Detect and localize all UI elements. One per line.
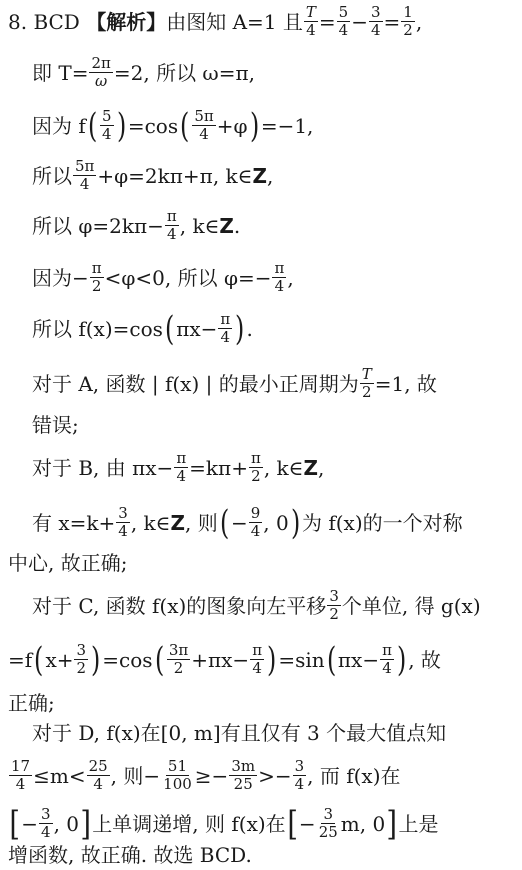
text-run: =2, 所以 ω=π, xyxy=(113,60,255,85)
solution-line-1 xyxy=(8,4,512,39)
solution-line-8 xyxy=(32,366,512,401)
paren-open: ( xyxy=(326,639,336,680)
text-run: 即 T= xyxy=(32,60,89,85)
fraction: $\frac{T}{2}$ xyxy=(361,365,372,401)
text-run: =1, 故 xyxy=(374,371,437,396)
text-run: >− xyxy=(258,763,292,788)
bracket-close: ] xyxy=(386,803,398,844)
text-run: , k∈ xyxy=(179,213,220,238)
paren-close: ) xyxy=(396,639,407,680)
integers-symbol: Z xyxy=(303,455,318,480)
text-run: 所以 φ=2kπ− xyxy=(32,213,164,238)
fraction: $\frac{3}{4}$ xyxy=(118,504,128,540)
text-run: − xyxy=(298,811,316,836)
paren-open: ( xyxy=(180,105,190,146)
text-run: , 则 xyxy=(184,510,218,535)
integers-symbol: Z xyxy=(219,213,234,238)
fraction: $\frac{3}{25}$ xyxy=(318,805,338,841)
fraction: $\frac{5}{4}$ xyxy=(338,3,349,39)
text-run: 因为− xyxy=(32,265,89,290)
text-run: 对于 C, 函数 f(x)的图象向左平移 xyxy=(32,593,327,618)
text-run: 正确; xyxy=(8,691,55,715)
text-run: , k∈ xyxy=(130,510,171,535)
solution-line-17 xyxy=(8,758,512,793)
text-run: , xyxy=(266,163,274,188)
text-run: ≤m< xyxy=(33,763,86,788)
text-run: 错误; xyxy=(32,413,79,437)
fraction: $\frac{2\pi}{\omega}$ xyxy=(91,54,111,90)
paren-open: ( xyxy=(219,502,229,543)
solution-line-6 xyxy=(32,260,512,295)
text-run: , xyxy=(317,455,325,480)
fraction: $\frac{\pi}{4}$ xyxy=(220,310,231,346)
paren-close: ) xyxy=(290,502,301,543)
text-run: =cos xyxy=(102,647,153,672)
fraction: $\frac{3\pi}{2}$ xyxy=(168,641,189,677)
fraction: $\frac{3}{4}$ xyxy=(294,757,305,793)
solution-line-12 xyxy=(8,548,512,578)
fraction: $\frac{\pi}{4}$ xyxy=(252,641,263,677)
fraction: $\frac{\pi}{2}$ xyxy=(250,449,261,485)
text-run: , 则− xyxy=(110,763,161,788)
text-run: , xyxy=(415,9,423,34)
fraction: $\frac{25}{4}$ xyxy=(88,757,108,793)
integers-symbol: Z xyxy=(252,163,267,188)
text-run: . xyxy=(233,213,241,238)
fraction: $\frac{\pi}{4}$ xyxy=(382,641,392,677)
text-run: <φ<0, 所以 φ=− xyxy=(104,265,272,290)
fraction: $\frac{3}{2}$ xyxy=(76,641,87,677)
paren-open: ( xyxy=(164,308,175,349)
solution-line-9 xyxy=(32,410,512,440)
paren-open: ( xyxy=(154,639,164,680)
text-run: 对于 D, f(x)在[0, m]有且仅有 3 个最大值点知 xyxy=(32,721,447,745)
solution-line-5 xyxy=(32,208,512,243)
fraction: $\frac{3}{4}$ xyxy=(370,3,381,39)
paren-close: ) xyxy=(91,639,101,680)
text-run: = xyxy=(383,9,401,34)
fraction: $\frac{5}{4}$ xyxy=(102,107,112,143)
text-run: 增函数, 故正确. 故选 BCD. xyxy=(8,843,252,867)
solution-line-11 xyxy=(32,502,512,543)
solution-line-15 xyxy=(8,688,512,718)
text-run: x+ xyxy=(45,647,74,672)
text-run: 对于 B, 由 πx− xyxy=(32,455,174,480)
text-run: , xyxy=(287,265,294,290)
text-run: , 0 xyxy=(53,811,80,836)
text-run: +φ xyxy=(216,113,248,138)
text-run: =f xyxy=(8,647,33,672)
fraction: $\frac{17}{4}$ xyxy=(11,757,31,793)
text-run: 有 x=k+ xyxy=(32,510,116,535)
text-run: − xyxy=(230,510,248,535)
paren-open: ( xyxy=(34,639,44,680)
text-run: . xyxy=(246,316,253,341)
text-run: πx− xyxy=(176,316,218,341)
text-run: , 故 xyxy=(408,647,441,672)
fraction: $\frac{9}{4}$ xyxy=(250,504,261,540)
fraction: $\frac{5\pi}{4}$ xyxy=(75,157,95,193)
solution-line-2 xyxy=(32,55,512,90)
paren-close: ) xyxy=(235,308,245,349)
text-run: , 而 f(x)在 xyxy=(307,763,401,788)
text-run: 对于 A, 函数 | f(x) | 的最小正周期为 xyxy=(32,371,359,396)
fraction: $\frac{3m}{25}$ xyxy=(231,757,256,793)
text-run: πx− xyxy=(337,647,380,672)
paren-open: ( xyxy=(87,105,98,146)
solution-line-18 xyxy=(8,803,512,844)
text-run: 所以 f(x)=cos xyxy=(32,316,163,341)
text-run: 由图知 A=1 且 xyxy=(166,9,303,34)
text-run: 为 f(x)的一个对称 xyxy=(302,510,463,535)
fraction: $\frac{\pi}{2}$ xyxy=(91,259,102,295)
answer-label: 8. BCD xyxy=(8,9,80,34)
text-run: − xyxy=(21,811,39,836)
text-run: =kπ+ xyxy=(189,455,248,480)
text-run: 上是 xyxy=(398,811,439,836)
solution-line-14 xyxy=(8,639,512,680)
text-run: 中心, 故正确; xyxy=(8,551,128,575)
text-run: 上单调递增, 则 f(x)在 xyxy=(92,811,286,836)
bracket-open: [ xyxy=(286,803,298,844)
fraction: $\frac{\pi}{4}$ xyxy=(176,449,187,485)
fraction: $\frac{51}{100}$ xyxy=(163,757,192,793)
text-run: , 0 xyxy=(263,510,289,535)
solution-line-19 xyxy=(8,840,512,870)
text-run: = xyxy=(318,9,336,34)
fraction: $\frac{T}{4}$ xyxy=(305,3,316,39)
paren-close: ) xyxy=(267,639,277,680)
fraction: $\frac{\pi}{4}$ xyxy=(274,259,285,295)
text-run: − xyxy=(351,9,368,34)
integers-symbol: Z xyxy=(170,510,185,535)
fraction: $\frac{5\pi}{4}$ xyxy=(194,107,214,143)
text-run: +φ=2kπ+π, k∈ xyxy=(97,163,253,188)
fraction: $\frac{1}{2}$ xyxy=(403,3,413,39)
text-run: 因为 f xyxy=(32,113,86,138)
bracket-open: [ xyxy=(9,803,20,844)
text-run: 个单位, 得 g(x) xyxy=(341,593,481,618)
text-run: m, 0 xyxy=(340,811,386,836)
fraction: $\frac{3}{4}$ xyxy=(41,805,51,841)
text-run: , k∈ xyxy=(263,455,304,480)
solution-line-7 xyxy=(32,308,512,349)
fraction: $\frac{\pi}{4}$ xyxy=(166,207,177,243)
solution-line-16 xyxy=(32,718,512,748)
paren-close: ) xyxy=(249,105,259,146)
text-run: ≥− xyxy=(194,763,229,788)
text-run: =sin xyxy=(278,647,325,672)
solution-line-13 xyxy=(32,588,512,623)
solution-line-10 xyxy=(32,450,512,485)
paren-close: ) xyxy=(116,105,126,146)
solution-line-4 xyxy=(32,158,512,193)
bracket-close: ] xyxy=(80,803,91,844)
text-run: =cos xyxy=(127,113,179,138)
fraction: $\frac{3}{2}$ xyxy=(329,587,339,623)
text-run: 所以 xyxy=(32,163,72,188)
analysis-tag: 【解析】 xyxy=(86,9,167,34)
solution-line-3 xyxy=(32,105,512,146)
text-run: +πx− xyxy=(191,647,250,672)
text-run: =−1, xyxy=(260,113,314,138)
